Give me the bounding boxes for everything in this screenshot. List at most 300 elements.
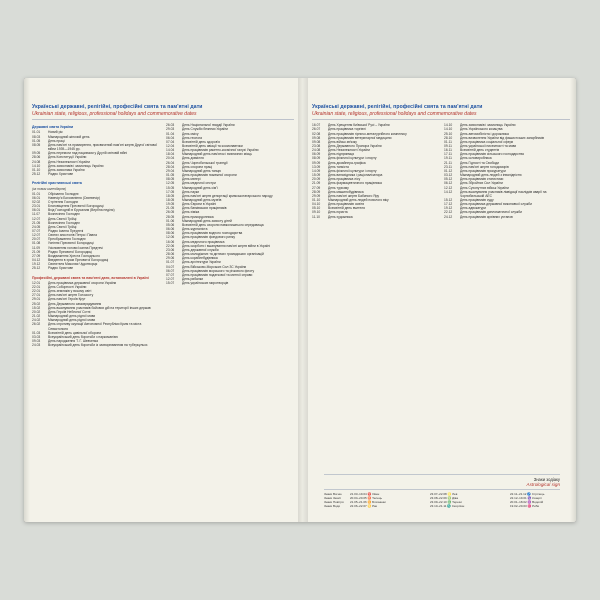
holiday-date: 01.08 xyxy=(32,241,41,246)
holiday-date: 22.01 xyxy=(32,289,41,294)
holiday-date: 14.04 xyxy=(166,148,175,153)
zodiac-element-name xyxy=(484,504,510,508)
holiday-entry xyxy=(444,190,570,198)
holiday-label: День працівників ветеринарної медицини xyxy=(328,135,392,140)
holiday-date: 29.03 xyxy=(166,127,175,132)
holiday-label: Благовіщення Пресвятої Богородиці xyxy=(48,204,104,209)
holiday-date: 12.07 xyxy=(32,233,41,238)
holiday-label: День рибалки xyxy=(182,276,204,281)
holiday-label: Введення в храм Пресвятої Богородиці xyxy=(48,258,109,263)
zodiac-element-name: Знаки Води xyxy=(324,504,340,508)
holiday-label: День Державного самоврядування xyxy=(48,301,102,306)
holiday-label: День працівників архівних установ xyxy=(460,214,513,219)
holiday-date: 21.05 xyxy=(32,220,41,225)
holiday-date: 11.07 xyxy=(32,212,41,217)
holiday-date: 08.06 xyxy=(166,231,175,236)
holiday-date: 26.04 xyxy=(166,160,175,165)
holiday-date: 02.08 xyxy=(312,131,321,136)
holiday-date: 01.11 xyxy=(444,139,453,144)
left-page xyxy=(32,78,294,522)
holiday-label: День пам'яті жертв Голокосту xyxy=(48,293,94,298)
holiday-date: 27.01 xyxy=(32,293,41,298)
holiday-date: 21.09 xyxy=(312,181,321,186)
holiday-date: 06.12 xyxy=(444,181,453,186)
holiday-label: День Незалежності України xyxy=(328,148,371,153)
holiday-date: 20.04 xyxy=(166,156,175,161)
right-page-edge-shadow xyxy=(570,78,576,522)
holiday-label: День працівника державної виконавчої служби xyxy=(460,202,532,207)
holiday-date: 29.06 xyxy=(166,256,175,261)
holiday-label: День спротиву окупації Автономної Республіки Крим та міста Севастополя xyxy=(48,322,142,331)
holiday-label: Вхід Господній в Єрусалим (Вербна неділя) xyxy=(48,208,115,213)
holiday-date: 01.10 xyxy=(32,167,41,172)
holiday-date: 25.02 xyxy=(32,301,41,306)
zodiac-column-3 xyxy=(484,492,560,508)
holiday-label: Усікновення голови Іоанна Предтечі xyxy=(48,245,103,250)
zodiac-sign-range: 22.11–21.12 ♐ Стрілець xyxy=(510,492,545,496)
zodiac-sign-range: 20.04–20.05 ♉ Телець xyxy=(350,496,383,500)
holiday-label: День матері xyxy=(182,177,201,182)
zodiac-table xyxy=(324,492,560,508)
holiday-date: 08.05 xyxy=(32,142,41,147)
holiday-entry xyxy=(32,143,160,151)
holiday-label: День винахідника і раціоналізатора xyxy=(328,173,383,178)
holiday-date: 21.02 xyxy=(32,314,41,319)
holiday-label: День Європи в Україні xyxy=(182,202,217,207)
holiday-label: День Чорнобильської трагедії xyxy=(182,160,228,165)
holiday-label: День Героїв Небесної Сотні xyxy=(48,309,91,314)
holiday-date: 20.09 xyxy=(312,177,321,182)
holiday-label: Міжнародний день сім'ї xyxy=(182,185,218,190)
holiday-entry xyxy=(312,215,438,219)
zodiac-sign-range: 19.02–20.03 ♓ Риби xyxy=(510,504,540,508)
holiday-date: 03.03 xyxy=(32,334,41,339)
header-divider-right xyxy=(312,119,570,120)
holiday-date: 21.11 xyxy=(444,160,453,165)
holiday-date: 12.07 xyxy=(32,216,41,221)
holiday-label: День Сухопутних військ України xyxy=(460,185,509,190)
section-heading: Професійні, державні свята та пам'ятні дати, встановлені в Україні xyxy=(32,275,149,280)
holiday-date: 22.12 xyxy=(444,210,453,215)
holiday-label: Міжнародний день людей похилого віку xyxy=(328,198,389,202)
left-column-2 xyxy=(166,123,294,347)
section-heading: Релігійні християнські свята xyxy=(32,181,82,186)
holiday-label: Преображення Господнє xyxy=(48,237,86,242)
holiday-label: Всесвітній день студентів xyxy=(460,148,500,153)
holiday-label: День дизайнера-графіка xyxy=(328,160,366,165)
zodiac-sign-range: 23.08–22.09 ♍ Діва xyxy=(430,496,459,500)
holiday-date: 05.06 xyxy=(166,222,175,227)
holiday-label: День хіміка xyxy=(182,210,200,215)
holiday-label: Всесвітній день охорони навколишнього середовища xyxy=(182,222,264,227)
holiday-date: 29.09 xyxy=(312,193,321,198)
holiday-date: 17.05 xyxy=(166,189,175,194)
holiday-label: День працівників ракетно-космічної галузі України xyxy=(182,148,259,153)
left-page-edge-shadow xyxy=(24,78,30,522)
open-book-spread xyxy=(24,78,576,522)
holiday-date: 01.01 xyxy=(32,191,41,196)
holiday-date: 24.05 xyxy=(32,224,41,229)
holiday-date: 12.05 xyxy=(166,181,175,186)
holiday-date: 07.07 xyxy=(32,229,41,233)
holiday-date: 28.06 xyxy=(32,155,41,160)
zodiac-sign-range: 23.07–22.08 ♌ Лев xyxy=(430,492,458,496)
holiday-label: День військ зв'язку xyxy=(328,139,357,144)
zodiac-divider-top xyxy=(324,474,560,475)
holiday-date: 01.05 xyxy=(166,173,175,178)
zodiac-sign-range: 20.01–18.02 ♒ Водолій xyxy=(510,500,544,504)
holiday-date: 19.11 xyxy=(444,156,453,161)
holiday-label: День працівників водного господарства xyxy=(182,231,243,236)
holiday-label: День архітектури України xyxy=(182,260,221,265)
holiday-date: 29.01 xyxy=(32,297,41,302)
holiday-date: 01.05 xyxy=(32,138,41,143)
page-title-uk-right: Українські державні, релігійні, професійні свята та пам'ятні дати xyxy=(312,104,483,110)
list-spacer xyxy=(32,176,160,179)
zodiac-sign-range: 21.05–21.06 ♊ Близнюки xyxy=(350,500,386,504)
holiday-entry xyxy=(444,215,570,219)
holiday-label: День машинобудівника xyxy=(328,189,364,194)
holiday-label: День підприємця xyxy=(328,152,355,157)
holiday-date: 16.07 xyxy=(312,123,321,128)
holiday-date: 08.05 xyxy=(166,177,175,182)
holiday-label: День Конституції України xyxy=(48,155,87,160)
holiday-label: Святих апостолів Петра і Павла xyxy=(48,233,97,238)
holiday-date: 23.11 xyxy=(444,164,453,169)
holiday-label: День геолога xyxy=(182,135,203,140)
holiday-date: 01.01 xyxy=(32,130,41,135)
holiday-date: 09.10 xyxy=(312,210,321,215)
holiday-date: 15.05 xyxy=(166,185,175,190)
holiday-date: 06.07 xyxy=(166,268,175,273)
holiday-label: День Національної гвардії України xyxy=(182,123,235,128)
right-page-columns xyxy=(312,123,570,219)
holiday-entry xyxy=(32,266,160,270)
holiday-date: 15.12 xyxy=(444,198,453,202)
zodiac-panel xyxy=(324,472,560,508)
holiday-date: 27.09 xyxy=(32,253,41,258)
holiday-label: День художника xyxy=(328,214,353,219)
holiday-date: 16.06 xyxy=(166,239,175,244)
holiday-date: 24.08 xyxy=(312,148,321,153)
holiday-date: 14.10 xyxy=(444,123,453,128)
holiday-label: День вшанування учасників бойових дій на території інших держав xyxy=(48,305,151,310)
holiday-date: 24.12 xyxy=(444,214,453,219)
holiday-label: День народження Т. Г. Шевченка xyxy=(48,339,98,344)
holiday-date: 19.05 xyxy=(166,202,175,207)
holiday-label: День працівників податкової та митної справи xyxy=(182,272,253,277)
holiday-label: День фізичної культури і спорту xyxy=(328,156,377,161)
holiday-label: Воздвиження Хреста Господнього xyxy=(48,253,100,258)
holiday-label: День працівника соціальної сфери xyxy=(460,139,514,144)
header-divider xyxy=(32,119,294,120)
holiday-label: День журналіста xyxy=(182,227,208,232)
holiday-label: День праці xyxy=(48,138,65,143)
holiday-label: Всеукраїнський день боротьби з наркоманією xyxy=(48,334,118,339)
holiday-label: День скловиробника xyxy=(460,156,492,161)
holiday-date: 12.04 xyxy=(166,143,175,148)
holiday-date: 01.10 xyxy=(312,198,321,202)
holiday-label: Всесвітній день вчителя xyxy=(328,206,365,211)
holiday-entry xyxy=(166,281,294,285)
holiday-date: 09.05 xyxy=(32,151,41,156)
zodiac-element-name: Знаки Повітря xyxy=(324,500,344,504)
zodiac-sign-range: 22.12–19.01 ♑ Козеріг xyxy=(510,496,542,500)
holiday-label: Стрітення Господнє xyxy=(48,199,79,204)
holiday-date: 04.10 xyxy=(312,202,321,207)
holiday-date: 25.10 xyxy=(444,131,453,136)
holiday-date: 28.06 xyxy=(166,252,175,257)
holiday-label: Новий рік xyxy=(48,130,63,135)
holiday-label: День працівника торгівлі xyxy=(328,127,366,132)
holiday-date: 16.11 xyxy=(444,148,453,153)
holiday-label: День пам'яті жертв голодоморів xyxy=(460,164,509,169)
holiday-label: День медичного працівника xyxy=(182,239,225,244)
section-note: (за новим календарем) xyxy=(32,186,67,191)
holiday-date: 11.09 xyxy=(32,245,41,250)
holiday-label: День Хрещення Київської Русі – України xyxy=(328,123,390,128)
holiday-label: День працівників освіти xyxy=(328,202,365,207)
holiday-label: Міжнародний день захисту дітей xyxy=(182,218,232,223)
holiday-date: 04.07 xyxy=(166,264,175,269)
holiday-label: День працівників фондового ринку xyxy=(182,235,236,240)
holiday-date: 28.10 xyxy=(444,135,453,140)
holiday-label: День Військово-Морських Сил ЗС України xyxy=(182,264,247,269)
holiday-label: День пам'яті та примирення, присвячений пам'яті жертв Другої світової війни 1939—1945 рр. xyxy=(48,142,158,152)
holiday-date: 28.04 xyxy=(166,164,175,169)
holiday-label: День працівників суду xyxy=(460,198,494,202)
holiday-date: 06.01 xyxy=(32,208,41,213)
holiday-entry xyxy=(32,322,160,330)
holiday-entry xyxy=(32,172,160,176)
zodiac-sign-range: 22.06–22.07 ♋ Рак xyxy=(350,504,377,508)
holiday-date: 24.02 xyxy=(32,318,41,323)
holiday-label: День медичної сестри xyxy=(182,181,216,186)
holiday-label: День працівника державної охорони України xyxy=(48,280,117,285)
page-title-en-right: Ukrainian state, religious, professional holidays and commemorative dates xyxy=(312,110,477,117)
holiday-date: 09.08 xyxy=(312,135,321,140)
holiday-date: 24.08 xyxy=(32,159,41,164)
right-column-1 xyxy=(312,123,438,219)
holiday-label: День скорботи і вшанування пам'яті жертв війни в Україні xyxy=(182,243,271,248)
holiday-date: 22.01 xyxy=(32,285,41,290)
holiday-label: Різдво Христове xyxy=(48,266,74,271)
holiday-label: Різдво Пресвятої Богородиці xyxy=(48,249,93,254)
holiday-date: 28.05 xyxy=(166,214,175,219)
holiday-label: День перемоги над нацизмом у Другій світовій війні xyxy=(48,151,128,156)
holiday-label: День працівників сільського господарства xyxy=(460,152,524,157)
zodiac-column-1 xyxy=(324,492,400,508)
holiday-date: 21.09 xyxy=(32,249,41,254)
right-page-header xyxy=(312,78,570,120)
holiday-label: День земляків у всьому світі xyxy=(48,289,92,294)
zodiac-sign-range: 23.10–21.11 ♏ Скорпіон xyxy=(430,504,465,508)
holiday-label: Міжнародний день музеїв xyxy=(182,198,222,202)
holiday-date: 20.02 xyxy=(32,309,41,314)
holiday-label: День науки xyxy=(182,189,200,194)
holiday-date: 01.04 xyxy=(166,131,175,136)
holiday-date: 12.01 xyxy=(32,280,41,285)
holiday-label: День працівників пожежної охорони xyxy=(182,173,237,178)
holiday-date: 14.09 xyxy=(312,168,321,173)
holiday-date: 09.09 xyxy=(312,160,321,165)
holiday-date: 24.03 xyxy=(32,343,41,348)
holiday-label: День банківських працівників xyxy=(182,206,227,211)
zodiac-element-name: Знаки Вогню xyxy=(324,492,342,496)
holiday-label: День Святої Трійці xyxy=(48,224,77,229)
holiday-date: 19.12 xyxy=(32,262,41,267)
holiday-label: День Соборності України xyxy=(48,285,87,290)
holiday-label: День працівника лісу xyxy=(328,177,361,182)
holiday-date: 01.03 xyxy=(32,330,41,335)
holiday-date: 23.08 xyxy=(312,143,321,148)
holiday-label: День пам'яті жертв Бабиного Яру xyxy=(328,193,380,198)
holiday-label: Міжнародний день танцю xyxy=(182,168,221,173)
holiday-label: Всесвітній день авіації та космонавтики xyxy=(182,143,243,148)
holiday-date: 08.09 xyxy=(312,156,321,161)
zodiac-row xyxy=(324,504,400,508)
holiday-label: День українських миротворців xyxy=(182,281,229,286)
holiday-label: День Гідності та Свободи xyxy=(460,160,499,165)
holiday-label: Різдво Христове xyxy=(48,172,74,177)
holiday-date: 01.06 xyxy=(166,218,175,223)
holiday-label: День Державного Прапора України xyxy=(328,143,382,148)
holiday-label: День фармацевтичного працівника xyxy=(328,181,382,186)
holiday-date: 05.10 xyxy=(312,206,321,211)
holiday-label: День Незалежності України xyxy=(48,159,91,164)
holiday-date: 27.09 xyxy=(312,185,321,190)
holiday-label: Міжнародний жіночий день xyxy=(48,134,90,139)
holiday-date: 03.12 xyxy=(444,173,453,178)
holiday-date: 12.07 xyxy=(166,276,175,281)
holiday-date: 22.06 xyxy=(166,243,175,248)
holiday-label: День Збройних Сил України xyxy=(460,181,503,186)
holiday-label: Навечір'я Богоявління (Святвечір) xyxy=(48,195,100,200)
holiday-date: 17.11 xyxy=(444,152,453,157)
holiday-date: 19.12 xyxy=(444,206,453,211)
holiday-label: День Служби безпеки України xyxy=(182,127,228,132)
holiday-label: Міжнародний день людей з інвалідністю xyxy=(460,173,522,178)
zodiac-column-2 xyxy=(404,492,480,508)
list-spacer xyxy=(32,271,160,274)
holiday-label: День сміху xyxy=(182,131,199,136)
holiday-date: 14.10 xyxy=(32,163,41,168)
holiday-date: 14.12 xyxy=(444,189,453,194)
zodiac-element-name: Знаки Землі xyxy=(324,496,341,500)
holiday-date: 02.02 xyxy=(32,199,41,204)
holiday-label: День адвокатури xyxy=(460,206,486,211)
holiday-date: 07.04 xyxy=(166,139,175,144)
holiday-label: Міжнародний день рідної мови xyxy=(48,318,96,323)
holiday-date: 06.04 xyxy=(166,135,175,140)
holiday-label: День визволення України від фашистських загарбників xyxy=(460,135,545,140)
holiday-label: Різдво Іоанна Предтечі xyxy=(48,229,84,233)
holiday-label: День захисників і захисниць України xyxy=(460,123,516,128)
left-page-columns xyxy=(32,123,294,347)
holiday-label: День юриста xyxy=(328,210,348,215)
holiday-label: День вшанування учасників ліквідації наслідків аварії на Чорнобильській АЕС xyxy=(460,189,547,198)
left-page-header xyxy=(32,78,294,120)
holiday-date: 11.10 xyxy=(312,214,321,219)
holiday-label: День Святої Трійці xyxy=(48,216,77,221)
holiday-date: 12.06 xyxy=(166,235,175,240)
holiday-date: 07.07 xyxy=(166,272,175,277)
holiday-label: День української писемності та мови xyxy=(460,143,517,148)
left-column-1 xyxy=(32,123,160,347)
holiday-label: День фізичної культури і спорту xyxy=(328,168,377,173)
holiday-date: 09.11 xyxy=(444,143,453,148)
zodiac-sign-range: 21.03–19.04 ♈ Овен xyxy=(350,492,380,496)
holiday-date: 01.12 xyxy=(444,168,453,173)
holiday-label: Міжнародний день пам'яток і визначних місць xyxy=(182,152,252,157)
zodiac-sign-range: 23.09–22.10 ♎ Терези xyxy=(430,500,462,504)
holiday-date: 04.12 xyxy=(32,258,41,263)
holiday-label: День захисника України xyxy=(48,167,85,172)
page-title-en: Ukrainian state, religious, professional holidays and commemorative dates xyxy=(32,110,197,117)
zodiac-title-en: Astrological sign xyxy=(526,482,560,487)
holiday-label: День довкілля xyxy=(182,156,204,161)
holiday-date: 17.12 xyxy=(444,202,453,207)
holiday-label: День працівників морського та річкового флоту xyxy=(182,268,255,273)
holiday-label: День молодіжних та дитячих громадських організацій xyxy=(182,252,264,257)
right-column-2 xyxy=(444,123,570,219)
zodiac-divider-bottom xyxy=(324,489,560,490)
zodiac-row xyxy=(404,504,480,508)
holiday-label: День державної служби xyxy=(182,247,219,252)
zodiac-element-name xyxy=(404,504,430,508)
holiday-date: 13.09 xyxy=(312,164,321,169)
holiday-date: 25.12 xyxy=(32,266,41,271)
holiday-date: 06.09 xyxy=(312,152,321,157)
holiday-label: День пам'яті жертв депортації кримськотатарського народу xyxy=(182,193,273,198)
holiday-date: 15.02 xyxy=(32,305,41,310)
holiday-date: 09.08 xyxy=(312,139,321,144)
holiday-label: День працівників прокуратури xyxy=(460,168,506,173)
holiday-label: Всеукраїнський день боротьби із захворюванням на туберкульоз xyxy=(48,343,148,348)
holiday-date: 08.03 xyxy=(32,134,41,139)
holiday-date: 06.06 xyxy=(166,227,175,232)
holiday-label: День прикордонника xyxy=(182,214,214,219)
page-title-uk: Українські державні, релігійні, професійні свята та пам'ятні дати xyxy=(32,104,203,110)
holiday-label: День танкіста xyxy=(328,164,349,169)
holiday-date: 12.12 xyxy=(444,185,453,190)
holiday-date: 26.03 xyxy=(166,123,175,128)
holiday-label: День Українського козацтва xyxy=(460,127,503,132)
holiday-date: 06.01 xyxy=(32,195,41,200)
holiday-date: 26.02 xyxy=(32,322,41,327)
holiday-label: Вознесіння Господнє xyxy=(48,212,80,217)
holiday-date: 01.07 xyxy=(166,260,175,265)
holiday-date: 18.05 xyxy=(166,198,175,202)
holiday-label: День захисників і захисниць України xyxy=(48,163,104,168)
holiday-date: 05.12 xyxy=(444,177,453,182)
holiday-label: Обрізання Господнє xyxy=(48,191,79,196)
holiday-entry xyxy=(32,343,160,347)
holiday-date: 23.01 xyxy=(32,204,41,209)
holiday-label: День працівників статистики xyxy=(460,177,504,182)
holiday-label: Всесвітній день цивільної оборони xyxy=(48,330,102,335)
holiday-label: День охорони праці xyxy=(182,164,213,169)
holiday-date: 09.03 xyxy=(32,339,41,344)
holiday-date: 26.07 xyxy=(312,127,321,132)
book-gutter xyxy=(298,78,308,522)
holiday-date: 21.05 xyxy=(166,206,175,211)
holiday-date: 18.04 xyxy=(166,152,175,157)
right-page xyxy=(312,78,570,522)
holiday-date: 29.04 xyxy=(166,168,175,173)
holiday-label: День працівників дипломатичної служби xyxy=(460,210,523,215)
holiday-label: День кораблебудівника xyxy=(182,256,218,261)
